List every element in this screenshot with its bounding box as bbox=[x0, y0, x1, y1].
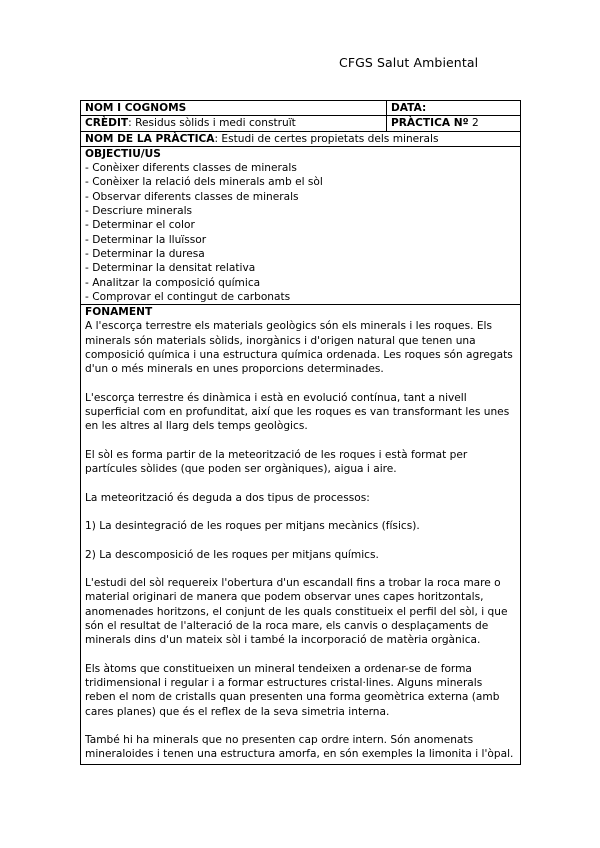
practice-label: PRÀCTICA Nº bbox=[391, 117, 469, 130]
paragraph: Els àtoms que constitueixen un mineral tendeixen a ordenar-se de forma tridimensional i regular i a formar estructures cristal·lines. Alguns minerals reben el nom de cristalls quan presenten una forma geomètrica externa (amb cares planes) que és el reflex de la seva simetria interna. bbox=[85, 662, 500, 718]
list-item: - Analitzar la composició química bbox=[85, 276, 261, 289]
list-item: - Comprovar el contingut de carbonats bbox=[85, 290, 291, 303]
practice-number-field bbox=[387, 116, 520, 130]
list-item: - Determinar el color bbox=[85, 219, 195, 232]
list-item: - Determinar la densitat relativa bbox=[85, 262, 256, 275]
practice-name-field bbox=[81, 132, 520, 146]
credit-label: CRÈDIT bbox=[85, 117, 129, 130]
paragraph: A l'escorça terrestre els materials geològics són els minerals i les roques. Els minerals són materials sòlids, inorgànics i d'origen natural que tenen una composició química i una estructura química ordenada. Les roques són agregats d'un o més minerals en unes proporcions determinades. bbox=[85, 320, 513, 376]
list-item: - Determinar la lluïssor bbox=[85, 233, 207, 246]
list-item: - Conèixer la relació dels minerals amb el sòl bbox=[85, 176, 323, 189]
fonament-section bbox=[81, 305, 520, 764]
list-item: - Determinar la duresa bbox=[85, 247, 205, 260]
paragraph: L'estudi del sòl requereix l'obertura d'un escandall fins a trobar la roca mare o material originari de manera que podem observar unes capes horitzontals, anomenades horitzons, el conjunt de les quals constitueix el perfil del sòl, i que són el resultat de l'alteració de la roca mare, els canvis o desplaçaments de minerals dins d'un mateix sòl i també la incorporació de matèria orgànica. bbox=[85, 577, 508, 647]
paragraph: 2) La descomposició de les roques per mitjans químics. bbox=[85, 548, 379, 561]
date-field[interactable] bbox=[387, 101, 520, 115]
list-item: - Descriure minerals bbox=[85, 205, 193, 218]
name-label: NOM I COGNOMS bbox=[85, 102, 187, 114]
fonament-title: FONAMENT bbox=[85, 306, 153, 319]
name-date-row bbox=[81, 101, 520, 116]
practice-name-row bbox=[81, 132, 520, 147]
practice-name-value: : Estudi de certes propietats dels minerals bbox=[214, 132, 439, 145]
objectives-list bbox=[85, 161, 516, 304]
paragraph: 1) La desintegració de les roques per mitjans mecànics (físics). bbox=[85, 520, 420, 533]
paragraph: El sòl es forma partir de la meteorització de les roques i està format per partícules sòlides (que poden ser orgàniques), aigua i aire. bbox=[85, 448, 468, 476]
practice-form bbox=[80, 100, 521, 765]
practice-name-label: NOM DE LA PRÀCTICA bbox=[85, 132, 215, 145]
paragraph: La meteorització és deguda a dos tipus de processos: bbox=[85, 491, 370, 504]
program-title: CFGS Salut Ambiental bbox=[339, 55, 479, 70]
list-item: - Observar diferents classes de minerals bbox=[85, 190, 299, 203]
objectives-section bbox=[81, 147, 520, 305]
paragraph: L'escorça terrestre és dinàmica i està en evolució contínua, tant a nivell superficial com en profunditat, així que les roques es van transformant les unes en les altres al llarg dels temps geològics. bbox=[85, 391, 510, 433]
name-field[interactable] bbox=[81, 101, 387, 115]
list-item: - Conèixer diferents classes de minerals bbox=[85, 162, 297, 175]
date-label: DATA: bbox=[391, 102, 427, 114]
objectives-title: OBJECTIU/US bbox=[85, 147, 161, 160]
practice-value: 2 bbox=[468, 117, 479, 130]
paragraph: També hi ha minerals que no presenten cap ordre intern. Són anomenats mineraloides i tenen una estructura amorfa, en són exemples la limonita i l'òpal. bbox=[85, 734, 514, 761]
credit-field bbox=[81, 116, 387, 130]
credit-practice-row bbox=[81, 116, 520, 131]
credit-value: : Residus sòlids i medi construït bbox=[128, 117, 296, 130]
